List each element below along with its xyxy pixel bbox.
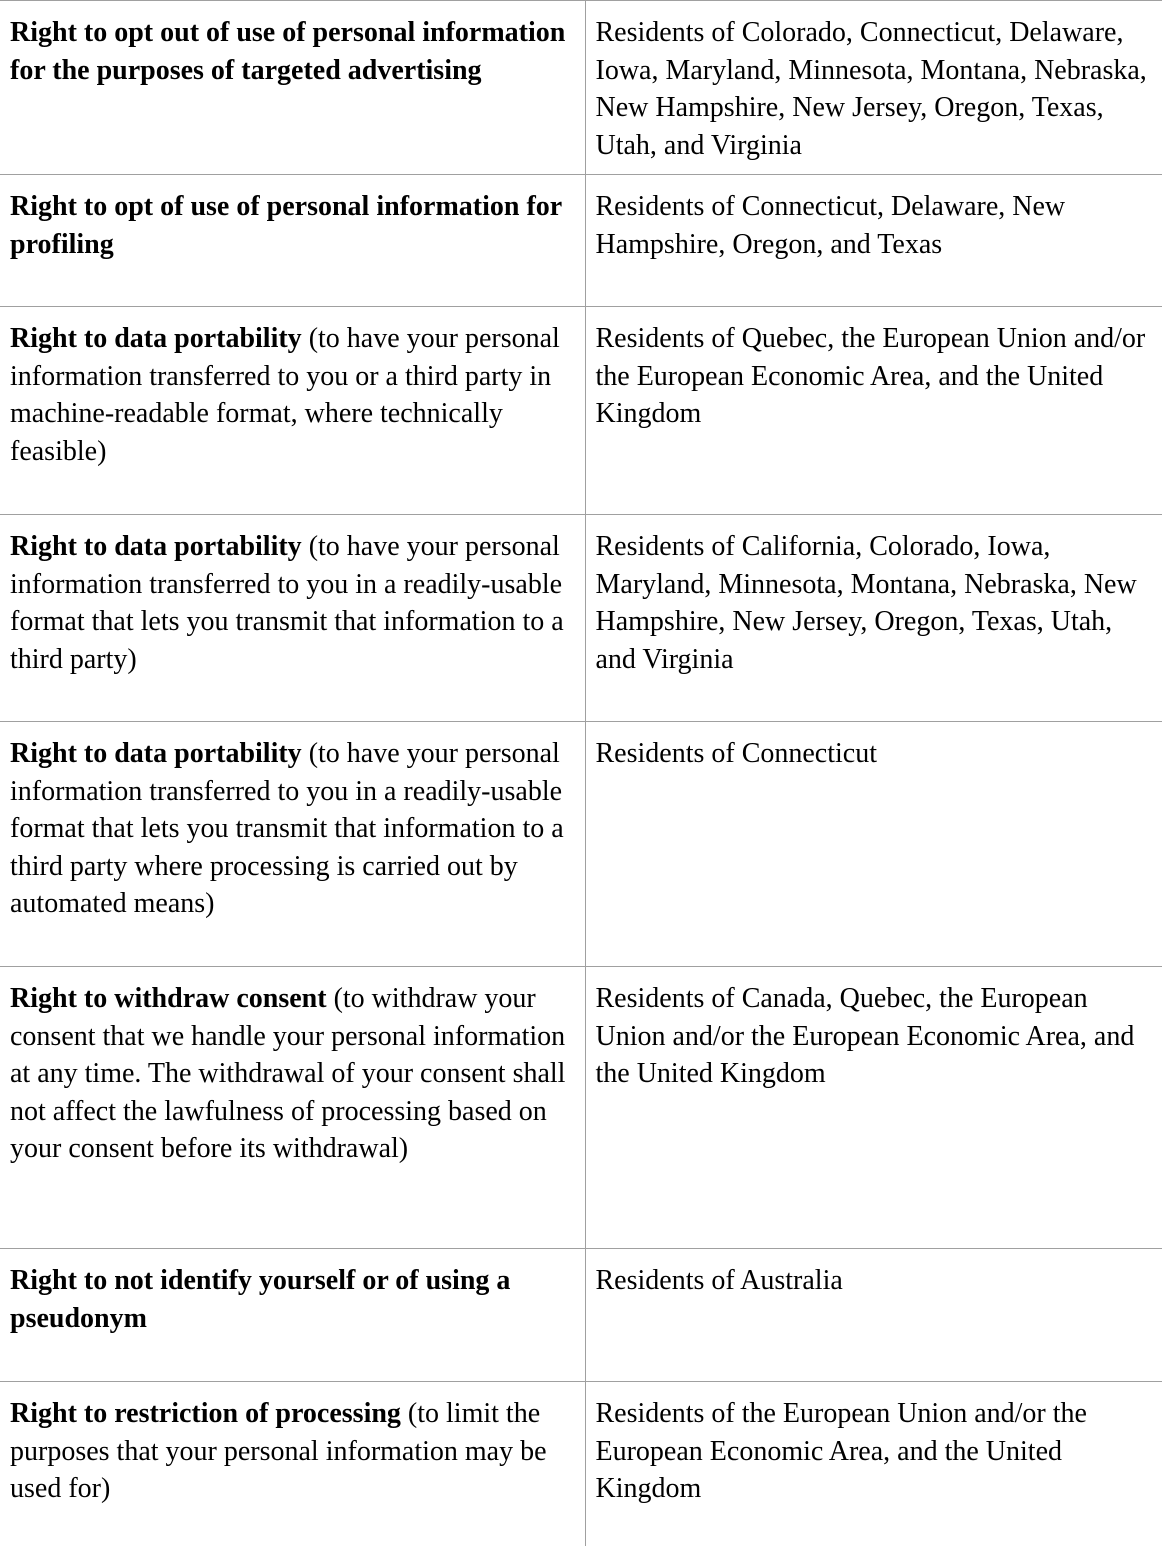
right-detail: (to withdraw your consent that we handle your personal information at any time. The withdrawal of your consent shall not affect the lawfulness of processing based on your consent before its withdrawal) xyxy=(10,983,566,1164)
residents-cell: Residents of Canada, Quebec, the European Union and/or the European Economic Area, and the United Kingdom xyxy=(585,967,1162,1249)
table-row xyxy=(0,307,1162,515)
right-name: Right to data portability xyxy=(10,738,302,769)
right-cell xyxy=(0,722,585,967)
right-name: Right to data portability xyxy=(10,531,302,562)
right-cell xyxy=(0,1,585,175)
table-row xyxy=(0,515,1162,722)
right-cell xyxy=(0,515,585,722)
right-name: Right to data portability xyxy=(10,323,302,354)
table-row xyxy=(0,1249,1162,1382)
right-cell xyxy=(0,967,585,1249)
residents-cell: Residents of Quebec, the European Union and/or the European Economic Area, and the United Kingdom xyxy=(585,307,1162,515)
table-row xyxy=(0,1,1162,175)
residents-cell: Residents of Colorado, Connecticut, Delaware, Iowa, Maryland, Minnesota, Montana, Nebraska, New Hampshire, New Jersey, Oregon, Texas, Utah, and Virginia xyxy=(585,1,1162,175)
right-name: Right to not identify yourself or of using a pseudonym xyxy=(10,1265,511,1334)
residents-cell: Residents of California, Colorado, Iowa, Maryland, Minnesota, Montana, Nebraska, New Hampshire, New Jersey, Oregon, Texas, Utah, and Virginia xyxy=(585,515,1162,722)
table-row xyxy=(0,967,1162,1249)
residents-cell: Residents of the European Union and/or the European Economic Area, and the United Kingdom xyxy=(585,1382,1162,1546)
right-cell xyxy=(0,1382,585,1546)
right-name: Right to opt out of use of personal information for the purposes of targeted advertising xyxy=(10,17,566,86)
right-cell xyxy=(0,175,585,307)
table-row xyxy=(0,722,1162,967)
right-detail: (to have your personal information transferred to you in a readily-usable format that lets you transmit that information to a third party where processing is carried out by automated means) xyxy=(10,738,564,919)
right-name: Right to opt of use of personal information for profiling xyxy=(10,191,562,260)
right-detail: (to have your personal information transferred to you or a third party in machine-readable format, where technically feasible) xyxy=(10,323,560,467)
right-name: Right to withdraw consent xyxy=(10,983,327,1014)
table-row xyxy=(0,175,1162,307)
residents-cell: Residents of Connecticut xyxy=(585,722,1162,967)
right-detail: (to have your personal information transferred to you in a readily-usable format that lets you transmit that information to a third party) xyxy=(10,531,564,675)
right-cell xyxy=(0,307,585,515)
right-cell xyxy=(0,1249,585,1382)
right-detail: (to limit the purposes that your personal information may be used for) xyxy=(10,1398,547,1504)
right-name: Right to restriction of processing xyxy=(10,1398,401,1429)
residents-cell: Residents of Australia xyxy=(585,1249,1162,1382)
table-row xyxy=(0,1382,1162,1546)
residents-cell: Residents of Connecticut, Delaware, New Hampshire, Oregon, and Texas xyxy=(585,175,1162,307)
